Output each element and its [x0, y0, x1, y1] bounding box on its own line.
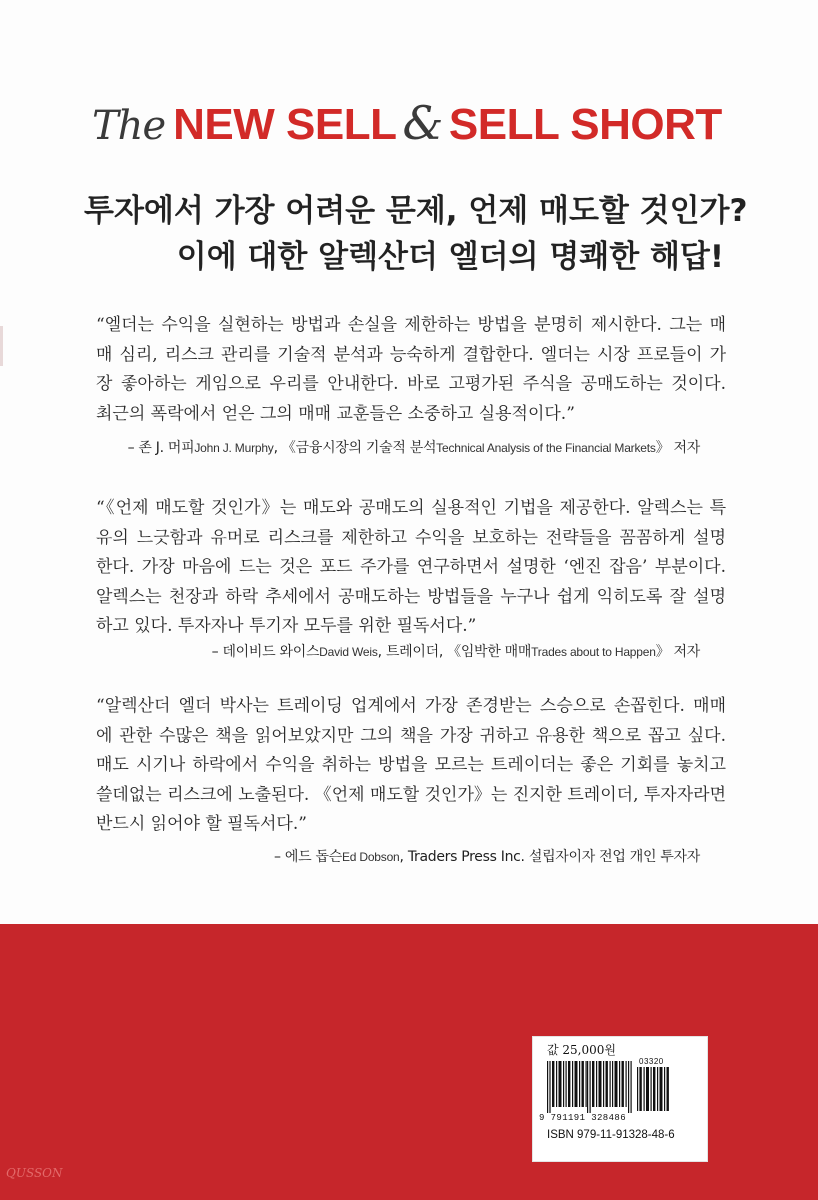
attr-book-en: Technical Analysis of the Financial Markets	[436, 441, 656, 455]
attr-prefix: – 데이비드 와이스	[211, 644, 320, 660]
quote-line: 매도 시기나 하락에서 수익을 취하는 방법을 모르는 트레이더는 좋은 기회를 놓치고	[96, 755, 726, 775]
isbn-barcode	[547, 1061, 633, 1113]
attr-book-ko: , Traders Press Inc. 설립자이자 전업 개인 투자자	[399, 849, 700, 865]
title-the: The	[92, 103, 166, 149]
quote-line: 쓸데없는 리스크에 노출된다. 《언제 매도할 것인가》는 진지한 트레이더, 투자자라면	[96, 784, 726, 805]
headline-line-2: 이에 대한 알렉산더 엘더의 명쾌한 해답!	[176, 239, 724, 275]
attr-name-en: John J. Murphy	[194, 441, 274, 455]
attr-name-en: Ed Dobson	[341, 850, 400, 864]
endorsement-quote-2	[96, 494, 726, 642]
headline-line-1: 투자에서 가장 어려운 문제, 언제 매도할 것인가?	[84, 193, 748, 229]
title-ampersand: &	[402, 96, 443, 150]
quote-line: 에 관한 수많은 책을 읽어보았지만 그의 책을 가장 귀하고 유용한 책으로 꼽고 싶다.	[96, 725, 726, 746]
isbn-text: ISBN 979-11-91328-48-6	[547, 1129, 675, 1141]
attr-book-ko: , 트레이더, 《임박한 매매	[377, 644, 532, 660]
endorsement-quote-1	[96, 311, 726, 429]
title-sell-short: SELL SHORT	[448, 100, 722, 149]
quote-line: 알렉스는 천장과 하락 추세에서 공매도하는 방법들을 누구나 쉽게 익히도록 잘 설명	[96, 586, 726, 607]
attr-prefix: – 에드 돕슨	[274, 849, 342, 865]
quote-line: 최근의 폭락에서 얻은 그의 매매 교훈들은 소중하고 실용적이다.”	[96, 403, 575, 424]
price-label: 값 25,000원	[547, 1043, 616, 1057]
quote-line: 유의 느긋함과 유머로 리스크를 제한하고 수익을 보호하는 전략들을 꼼꼼하게 설명	[96, 527, 726, 548]
ean-digits: 9 791191 328486	[539, 1113, 627, 1123]
publisher-mark: QUSSON	[6, 1166, 63, 1180]
addon-code: 03320	[639, 1057, 664, 1066]
endorsement-attribution-1	[128, 437, 700, 457]
attr-book-en: Trades about to Happen	[531, 645, 656, 659]
quote-line: 하고 있다. 투자자나 투기자 모두를 위한 필독서다.”	[96, 616, 477, 636]
quote-line: 매 심리, 리스크 관리를 기술적 분석과 능숙하게 결합한다. 엘더는 시장 프로들이 가	[96, 344, 726, 365]
attr-suffix: 》 저자	[655, 644, 700, 660]
barcode-panel	[532, 1036, 708, 1162]
title-new-sell: NEW SELL	[173, 100, 397, 149]
endorsement-attribution-2	[212, 641, 700, 661]
quote-line: “알렉산더 엘더 박사는 트레이딩 업계에서 가장 존경받는 스승으로 손꼽힌다. 매매	[96, 696, 726, 716]
quote-line: 장 좋아하는 게임으로 우리를 안내한다. 바로 고평가된 주식을 공매도하는 것이다.	[96, 374, 726, 394]
edge-mark	[0, 326, 3, 366]
quote-line: 한다. 가장 마음에 드는 것은 포드 주가를 연구하면서 설명한 ‘엔진 잡음’ 부분이다.	[96, 557, 726, 577]
quote-line: “엘더는 수익을 실현하는 방법과 손실을 제한하는 방법을 분명히 제시한다. 그는 매	[96, 315, 726, 335]
quote-line: 반드시 읽어야 할 필독서다.”	[96, 814, 307, 834]
endorsement-quote-3	[96, 692, 726, 840]
quote-line: “《언제 매도할 것인가》는 매도와 공매도의 실용적인 기법을 제공한다. 알렉스는 특	[96, 498, 726, 518]
headline	[84, 188, 748, 280]
endorsement-attribution-3	[274, 846, 700, 866]
cover-title	[92, 96, 722, 166]
attr-book-ko: , 《금융시장의 기술적 분석	[273, 440, 437, 456]
attr-suffix: 》 저자	[655, 440, 700, 456]
addon-barcode	[637, 1067, 671, 1111]
attr-name-en: David Weis	[319, 645, 378, 659]
attr-prefix: – 존 J. 머피	[127, 440, 195, 456]
